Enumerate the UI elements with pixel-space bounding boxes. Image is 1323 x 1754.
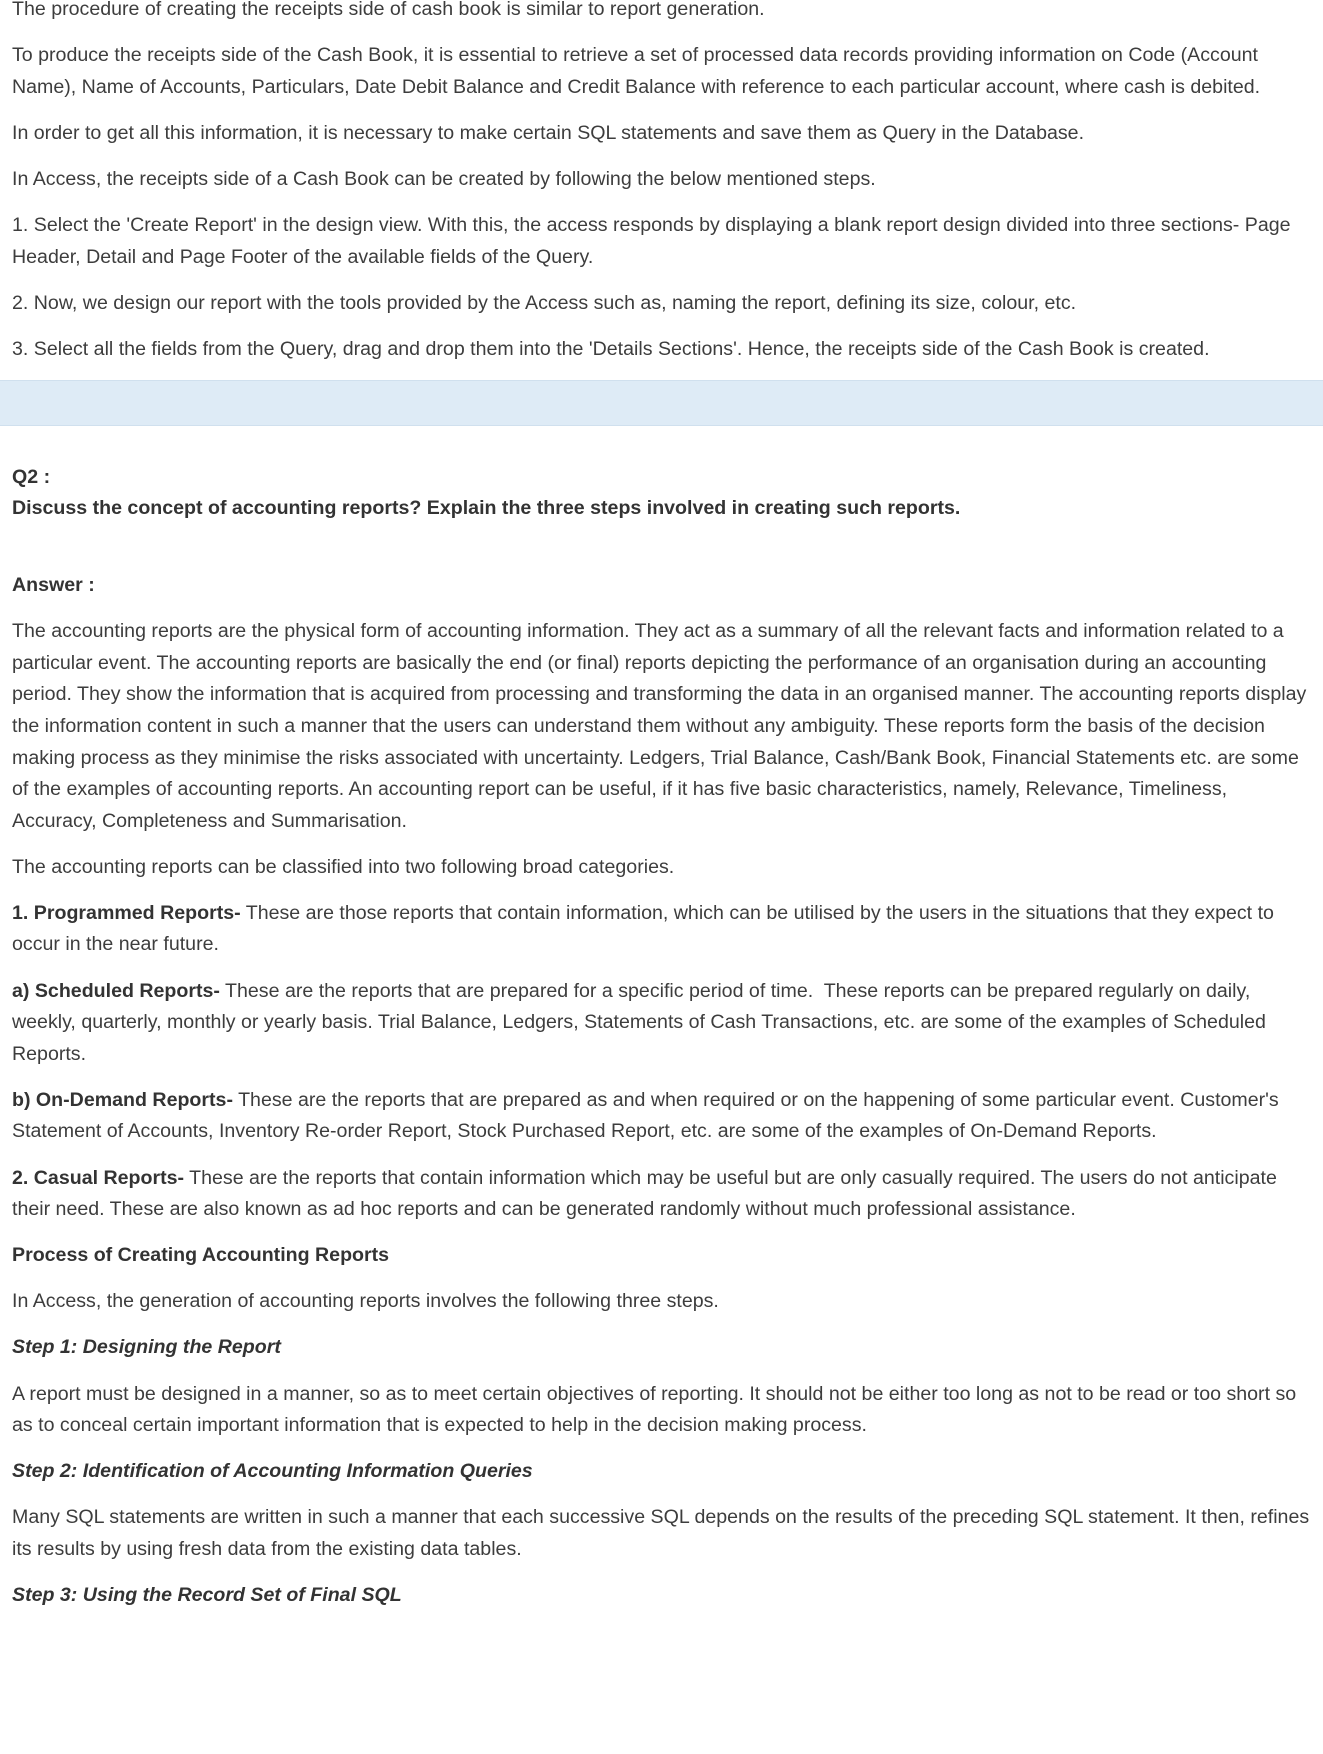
answer-intro: The accounting reports are the physical form of accounting information. They act as a summary of all the relevant facts and information related to a particular event. The accounting reports are basically the end (or final) reports depicting the performance of an organisation during an accounting period. They show the information that is acquired from processing and transforming the data in an organised manner. The accounting reports display the information content in such a manner that the users can understand them without any ambiguity. These reports form the basis of the decision making process as they minimise the risks associated with uncertainty. Ledgers, Trial Balance, Cash/Bank Book, Financial Statements etc. are some of the examples of accounting reports. An accounting report can be useful, if it has five basic characteristics, namely, Relevance, Timeliness, Accuracy, Completeness and Summarisation.: [12, 620, 1307, 832]
previous-answer-section: [0, 0, 1323, 365]
question-text: Discuss the concept of accounting reports? Explain the three steps involved in creating such reports.: [12, 497, 961, 520]
term-label: b) On-Demand Reports-: [12, 1088, 233, 1111]
term-label: 2. Casual Reports-: [12, 1166, 185, 1189]
step-2-title: Step 2: Identification of Accounting Information Queries: [12, 1460, 533, 1483]
term-label: 1. Programmed Reports-: [12, 901, 241, 924]
definition: These are the reports that are prepared as and when required or on the happening of some particular event. Customer's Statement of Accounts, Inventory Re-order Report, Stock Purchased Report, etc. are some of the examples of On-Demand Reports.: [12, 1088, 1279, 1143]
paragraph: To produce the receipts side of the Cash Book, it is essential to retrieve a set of processed data records providing information on Code (Account Name), Name of Accounts, Particulars, Date Debit Balance and Credit Balance with reference to each particular account, where cash is debited.: [12, 44, 1261, 98]
step-item: 1. Select the 'Create Report' in the design view. With this, the access responds by displaying a blank report design divided into three sections- Page Header, Detail and Page Footer of the available fields of the Query.: [12, 213, 1291, 268]
paragraph: In Access, the receipts side of a Cash Book can be created by following the below mentioned steps.: [12, 167, 876, 190]
process-heading: [12, 1240, 1311, 1272]
paragraph: The procedure of creating the receipts side of cash book is similar to report generation.: [12, 0, 765, 20]
definition: These are the reports that are prepared for a specific period of time. These reports can be prepared regularly on daily, weekly, quarterly, monthly or yearly basis. Trial Balance, Ledgers, Statements of Cash Transactions, etc. are some of the examples of Scheduled Reports.: [12, 979, 1272, 1065]
section-divider-band: [0, 380, 1323, 426]
casual-reports: [12, 1163, 1311, 1226]
step-item: 3. Select all the fields from the Query, drag and drop them into the 'Details Sections'. Hence, the receipts side of the Cash Book is created.: [12, 337, 1210, 360]
question-label: Q2 :: [12, 465, 51, 488]
answer-label: Answer :: [12, 574, 95, 597]
step-1-text: A report must be designed in a manner, so as to meet certain objectives of reporting. It should not be either too long as not to be read or too short so as to conceal certain important information that is expected to help in the decision making process.: [12, 1382, 1297, 1437]
scheduled-reports: [12, 976, 1311, 1071]
categories-intro: The accounting reports can be classified into two following broad categories.: [12, 855, 675, 878]
step-2-text: Many SQL statements are written in such a manner that each successive SQL depends on the results of the preceding SQL statement. It then, refines its results by using fresh data from the existing data tables.: [12, 1506, 1310, 1560]
step-3-title: Step 3: Using the Record Set of Final SQL: [12, 1583, 402, 1606]
paragraph: In order to get all this information, it is necessary to make certain SQL statements and save them as Query in the Database.: [12, 121, 1085, 144]
programmed-reports: [12, 898, 1311, 961]
term-label: a) Scheduled Reports-: [12, 979, 220, 1002]
process-intro: In Access, the generation of accounting reports involves the following three steps.: [12, 1290, 719, 1313]
step-item: 2. Now, we design our report with the tools provided by the Access such as, naming the report, defining its size, colour, etc.: [12, 291, 1077, 314]
definition: These are those reports that contain information, which can be utilised by the users in the situations that they expect to occur in the near future.: [12, 901, 1274, 956]
step-1-title: Step 1: Designing the Report: [12, 1336, 281, 1359]
on-demand-reports: [12, 1085, 1311, 1148]
process-heading-text: Process of Creating Accounting Reports: [12, 1244, 390, 1267]
question-section: [0, 462, 1323, 1612]
definition: These are the reports that contain information which may be useful but are only casually required. The users do not anticipate their need. These are also known as ad hoc reports and can be generated randomly without much professional assistance.: [12, 1166, 1277, 1221]
